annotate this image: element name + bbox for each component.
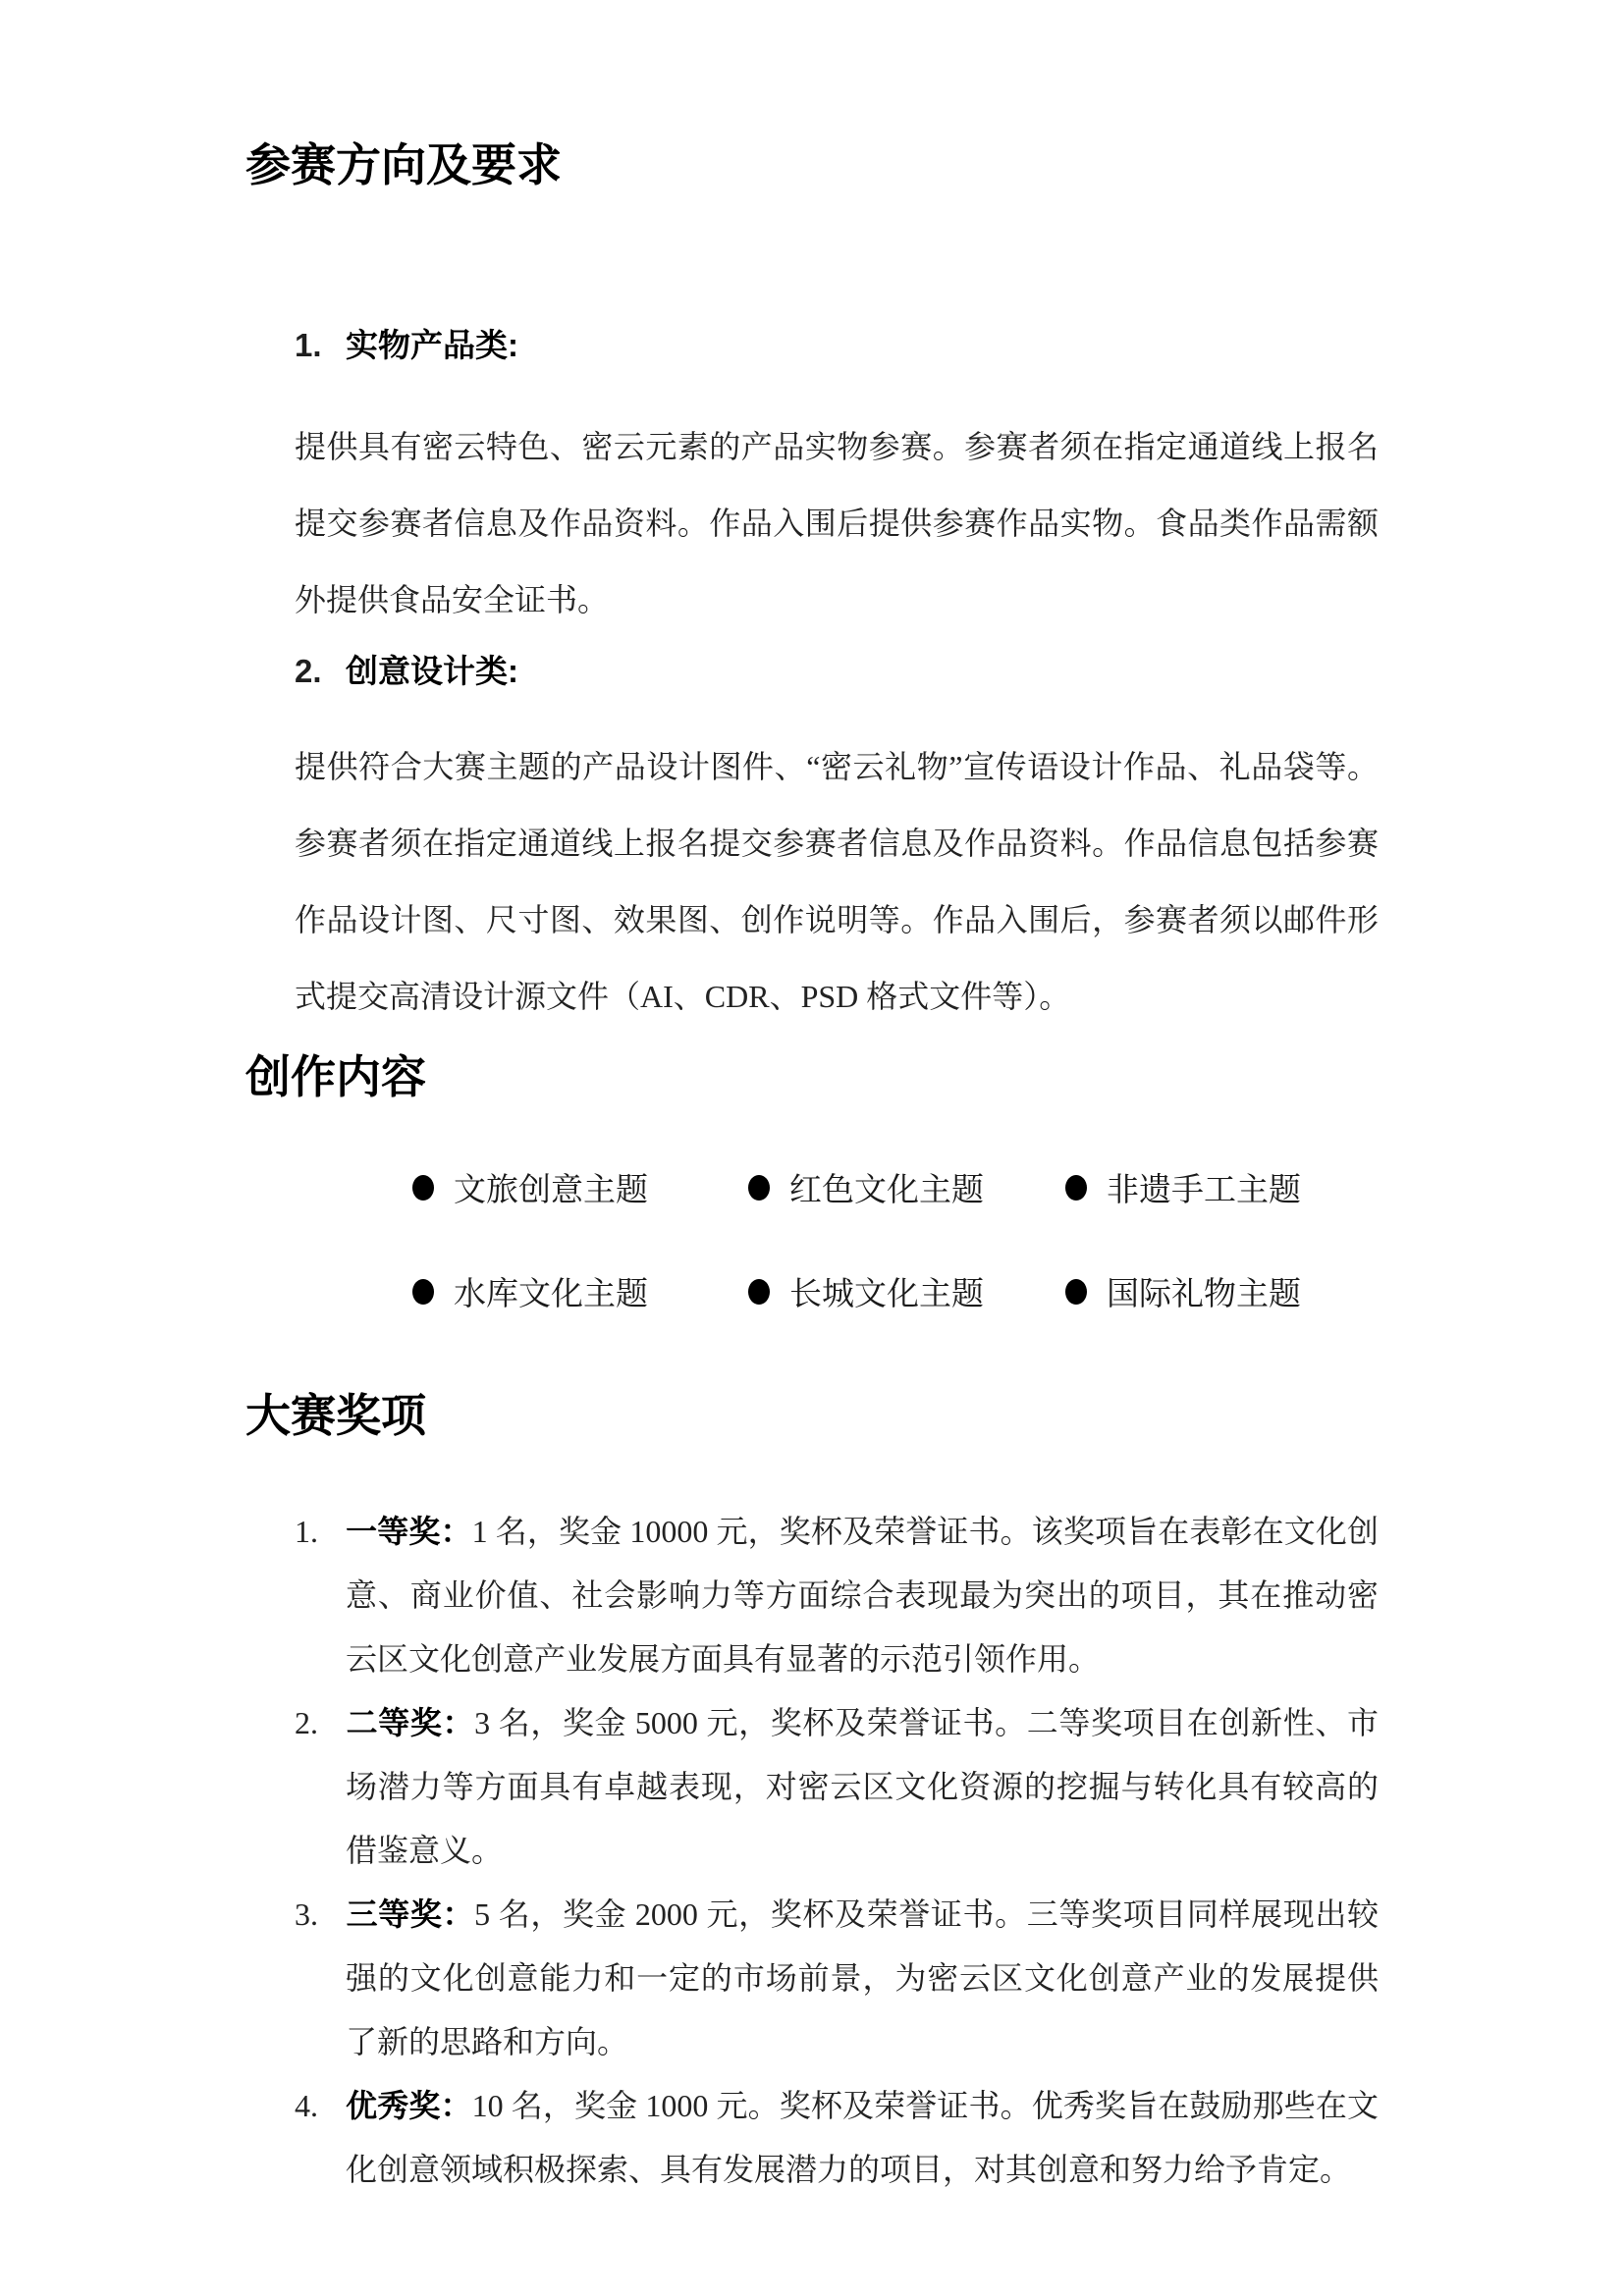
award-label: 二等奖： [346, 1705, 475, 1740]
award-body: 1 名，奖金 10000 元，奖杯及荣誉证书。该奖项旨在表彰在文化创意、商业价值、社会影响力等方面综合表现最为突出的项目，其在推动密云区文化创意产业发展方面具有显著的示范引领作用。 [346, 1514, 1379, 1677]
theme-item [412, 1268, 648, 1314]
theme-label: 国际礼物主题 [1107, 1277, 1301, 1312]
theme-label: 非遗手工主题 [1107, 1173, 1301, 1208]
theme-item [412, 1164, 648, 1210]
award-item-first-prize [295, 1500, 1379, 1691]
paragraph-creative-design: 提供符合大赛主题的产品设计图件、“密云礼物”宣传语设计作品、礼品袋等。参赛者须在指定通道线上报名提交参赛者信息及作品资料。作品信息包括参赛作品设计图、尺寸图、效果图、创作说明等。作品入围后，参赛者须以邮件形式提交高清设计源文件（AI、CDR、PSD 格式文件等）。 [295, 749, 1379, 1014]
bullet-icon [748, 1279, 770, 1305]
award-body: 3 名，奖金 5000 元，奖杯及荣誉证书。二等奖项目在创新性、市场潜力等方面具有卓越表现，对密云区文化资源的挖掘与转化具有较高的借鉴意义。 [346, 1705, 1379, 1868]
theme-item [1065, 1164, 1301, 1210]
awards-list [295, 1500, 1379, 2202]
list-number: 2. [295, 653, 322, 689]
theme-row [0, 1164, 1624, 1211]
paragraph-physical-products: 提供具有密云特色、密云元素的产品实物参赛。参赛者须在指定通道线上报名提交参赛者信息及作品资料。作品入围后提供参赛作品实物。食品类作品需额外提供食品安全证书。 [295, 429, 1379, 617]
list-item-head [295, 650, 518, 694]
bullet-icon [1065, 1279, 1087, 1305]
award-label: 优秀奖： [346, 2088, 472, 2123]
theme-label: 水库文化主题 [454, 1277, 648, 1312]
award-body: 10 名，奖金 1000 元。奖杯及荣誉证书。优秀奖旨在鼓励那些在文化创意领域积极探索、具有发展潜力的项目，对其创意和努力给予肯定。 [346, 2088, 1379, 2187]
section-heading-awards: 大赛奖项 [245, 1390, 426, 1441]
award-item-second-prize [295, 1691, 1379, 1883]
list-item-label: 创意设计类: [346, 653, 518, 689]
theme-item [748, 1164, 984, 1210]
bullet-icon [412, 1175, 434, 1201]
list-item-head [295, 324, 518, 368]
award-item-excellence-prize [295, 2074, 1379, 2202]
bullet-icon [412, 1279, 434, 1305]
section-heading-requirements: 参赛方向及要求 [245, 139, 562, 190]
theme-label: 红色文化主题 [789, 1173, 984, 1208]
list-number: 3. [295, 1896, 318, 1932]
theme-row [0, 1268, 1624, 1315]
list-number: 2. [295, 1705, 318, 1740]
award-body: 5 名，奖金 2000 元，奖杯及荣誉证书。三等奖项目同样展现出较强的文化创意能力和一定的市场前景，为密云区文化创意产业的发展提供了新的思路和方向。 [346, 1896, 1379, 2059]
theme-label: 长城文化主题 [789, 1277, 984, 1312]
theme-item [748, 1268, 984, 1314]
list-number: 4. [295, 2088, 318, 2123]
section-heading-content: 创作内容 [245, 1051, 426, 1102]
list-number: 1. [295, 327, 322, 363]
bullet-icon [748, 1175, 770, 1201]
award-label: 三等奖： [346, 1896, 475, 1932]
award-label: 一等奖： [346, 1514, 472, 1549]
bullet-icon [1065, 1175, 1087, 1201]
award-item-third-prize [295, 1883, 1379, 2074]
list-item-label: 实物产品类: [346, 327, 518, 363]
list-number: 1. [295, 1514, 318, 1549]
theme-item [1065, 1268, 1301, 1314]
theme-label: 文旅创意主题 [454, 1173, 648, 1208]
